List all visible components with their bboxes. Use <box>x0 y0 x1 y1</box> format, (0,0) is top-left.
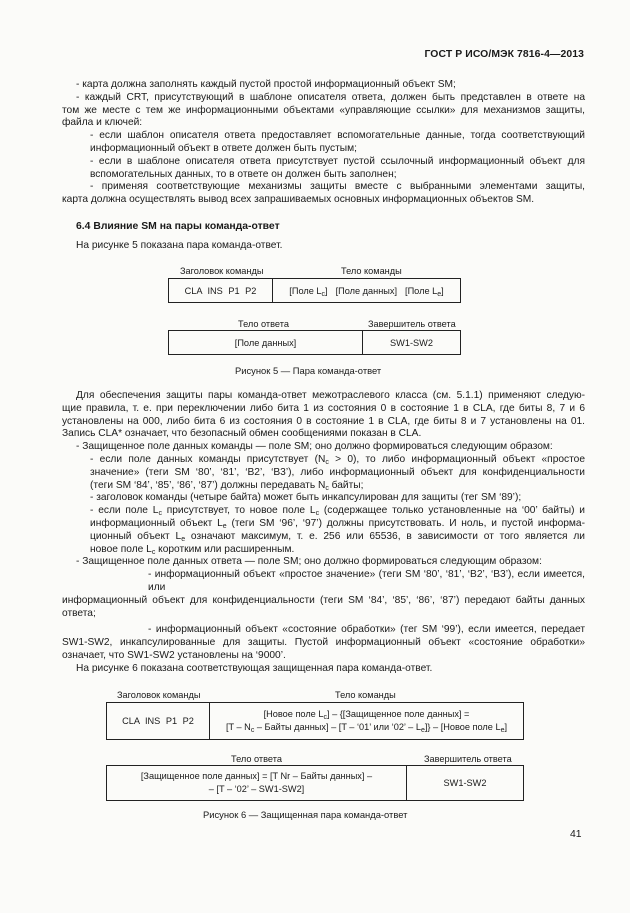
cmd-body-label: Тело команды <box>341 266 402 276</box>
body-line-2: [$T - N_c$ – Байты данных] – [T – ‘01’ или ‘02’ – $L_e$]} – [Новое поле $L_e$] <box>225 722 508 734</box>
text-line: ответа; <box>62 607 96 619</box>
response-box <box>168 330 461 355</box>
cmd-header-label: Заголовок команды <box>117 690 201 700</box>
resp-trailer-label: Завершитель ответа <box>424 754 512 764</box>
protected-command-box <box>106 702 524 740</box>
cmd-header-label: Заголовок команды <box>180 266 264 276</box>
resp-sw: SW1-SW2 <box>443 778 487 788</box>
text-line: информационный объект $L_e$ (теги SM ‘96’, ‘97’) должны присутствовать. И ноль, и пустой информа- <box>90 517 585 530</box>
cmd-body-fields <box>273 279 460 302</box>
text-line: - применяя соответствующие механизмы защиты вместе с выбранными элементами защиты, <box>90 181 585 193</box>
document-header: ГОСТ Р ИСО/МЭК 7816-4—2013 <box>424 49 584 60</box>
text-line: щие правила, т. е. при переключении либо бита 1 из состояния 0 в состояние 1 в CLA, где биты 8, 7 и 6 <box>62 402 585 414</box>
text-line: - информационный объект «состояние обработки» (тег SM ‘99’), если имеется, передает <box>148 624 585 636</box>
figure-6-caption: Рисунок 6 — Защищенная пара команда-ответ <box>203 809 408 820</box>
text-line: Для обеспечения защиты пары команда-ответ межотраслевого класса (см. 5.1.1) применяют следую- <box>76 390 585 401</box>
text-line: На рисунке 6 показана соответствующая защищенная пара команда-ответ. <box>76 662 433 674</box>
resp-line-1: [Защищенное поле данных] = [T Nr – Байты данных] – <box>140 771 373 781</box>
data-field: [Поле данных] <box>335 285 398 296</box>
section-title: 6.4 Влияние SM на пары команда-ответ <box>76 221 280 232</box>
text-line: значение» (теги SM ‘80’, ‘81’, ‘B2’, ‘B3’), либо информационный объект для конфиденциальности <box>90 466 585 478</box>
text-line: - информационный объект «простое значение» (теги SM ‘80’, ‘81’, ‘B2’, ‘B3’), если имеется, или <box>148 569 585 593</box>
resp-trailer-label: Завершитель ответа <box>368 319 456 329</box>
command-box <box>168 278 461 303</box>
resp-data-field: [Поле данных] <box>234 337 297 348</box>
text-line: SW1-SW2, инкапсулированные для защиты. Пустой информационный объект «состояние обработки» <box>62 637 585 649</box>
le-field: [Поле $L_e$] <box>405 285 444 298</box>
intro-figure-5: На рисунке 5 показана пара команда-ответ. <box>76 240 283 251</box>
text-line: информационный объект для конфиденциальности (теги SM ‘84’, ‘85’, ‘86’, ‘87’) передают байты данных <box>62 594 585 606</box>
protected-resp-body <box>107 766 406 800</box>
text-line: вспомогательных данных, то в ответе он должен быть заполнен; <box>90 168 397 180</box>
text-line: - заголовок команды (четыре байта) может быть инкапсулирован для защиты (тег SM ‘89’); <box>90 492 522 504</box>
body-block <box>62 390 585 676</box>
text-line: Запись CLA* означает, что безопасный обмен сообщениями показан в CLA. <box>62 428 422 440</box>
text-line: - если в шаблоне описателя ответа присутствует пустой ссылочный информационный объект для <box>90 155 585 167</box>
text-line: (теги SM ‘84’, ‘85’, ‘86’, ‘87’) должны передавать $N_c$ байты; <box>90 479 364 492</box>
resp-sw: SW1-SW2 <box>390 337 433 348</box>
resp-body-label: Тело ответа <box>231 754 282 764</box>
text-line: ционный объект $L_e$ означают максимум, т. е. 256 или 65536, в зависимости от того является ли <box>90 530 585 543</box>
text-line: том же месте с тем же информационными объектами «управляющие ссылки» для механизмов защиты, <box>62 104 585 116</box>
lc-field: [Поле $L_c$] <box>289 285 328 298</box>
text-line: - если поле данных команды присутствует $(N_c > 0)$, то либо информационный объект «простое <box>90 453 585 466</box>
text-line: установлены на 000, либо бита 6 из состояния 0 в состояние 1 в CLA, где биты 8 и 7 установлены на 01. <box>62 415 585 427</box>
resp-line-2: – [T – ‘02’ – SW1-SW2] <box>208 784 305 794</box>
body-line-1: [Новое поле $L_c$] – {[Защищенное поле данных] = <box>263 709 470 721</box>
cmd-body-label: Тело команды <box>335 690 396 700</box>
text-line: - каждый CRT, присутствующий в шаблоне описателя ответа, должен быть представлен в ответе на <box>76 91 585 103</box>
text-line: - Защищенное поле данных команды — поле SM; оно должно формироваться следующим образом: <box>76 441 553 453</box>
protected-cmd-body <box>210 703 523 739</box>
text-line: - карта должна заполнять каждый пустой простой информационный объект SM; <box>76 79 456 90</box>
text-line: означает, что SW1-SW2 установлены на ‘9000’. <box>62 649 286 661</box>
resp-body-label: Тело ответа <box>238 319 289 329</box>
text-line: информационный объект в ответе должен быть пустым; <box>90 142 357 154</box>
text-line: карта должна осуществлять вывод всех запрашиваемых основных информационных объектов SM. <box>62 194 535 206</box>
figure-5-caption: Рисунок 5 — Пара команда-ответ <box>235 365 382 376</box>
cmd-header-fields: CLA INS P1 P2 <box>184 285 257 296</box>
text-line: файла и ключей: <box>62 117 143 129</box>
text-line: - Защищенное поле данных ответа — поле SM; оно должно формироваться следующим образом: <box>76 556 542 568</box>
protected-response-box <box>106 765 524 801</box>
top-paragraph <box>62 79 585 207</box>
text-line: новое поле $L_c$ коротким или расширенным. <box>90 543 295 556</box>
text-line: - если поле $L_c$ присутствует, то новое поле $L_c$ (содержащее только установленные на ‘00’ байты) и <box>90 505 585 518</box>
text-line: - если шаблон описателя ответа предоставляет вспомогательные данные, тогда соответствующий <box>90 130 585 142</box>
cmd-header-fields: CLA INS P1 P2 <box>122 716 194 726</box>
page-number: 41 <box>570 829 582 840</box>
